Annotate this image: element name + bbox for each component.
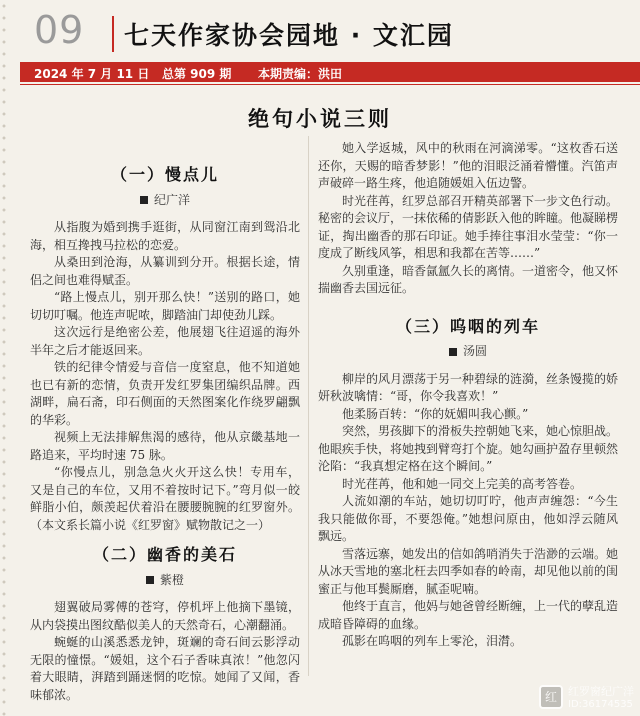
paragraph: 她入学返城，风中的秋雨在河滴涕零。“这枚香石送还你，天赐的暗香梦影！”他的泪眼泛涌着懵懂。汽笛声声破碎一路生疼，他追随媛姐入伍边警。 xyxy=(318,141,618,190)
right-column xyxy=(318,140,618,651)
paragraph: 翅翼破局雾傅的苍穹，停机坪上他摘下墨镜，从内袋摸出图纹酷似美人的天然奇石，心潮翻涌。 xyxy=(30,600,300,632)
paragraph: 铁的纪律令情爱与音信一度窒息，他不知道她也已有新的恋情，负责开发红罗集团编织品牌。西湖畔，扁石斋，印石侧面的天然图案化作绕罗翩飘的华彩。 xyxy=(30,360,300,427)
left-column xyxy=(30,140,300,704)
story2-body xyxy=(30,599,300,704)
story2-heading: （二）幽香的美石 xyxy=(92,545,237,564)
page-number: 09 xyxy=(34,8,85,52)
paragraph: 这次远行是绝密公差，他展翅飞往迢遥的海外半年之后才能返回来。 xyxy=(30,325,300,357)
watermark-account-name: 红罗窗纪广洋 xyxy=(568,685,634,698)
paragraph: “你慢点儿，别急急火火开这么快！专用车，又是自己的车位，又用不着按时记下。”弯月似一皎鲜脂小伯，颇羡起伏着沿在腰腰腕腕的红罗窗外。（本文系长篇小说《红罗窗》赋物散记之一） xyxy=(30,465,300,532)
author-bullet-icon xyxy=(449,348,457,356)
author-bullet-icon xyxy=(140,196,148,204)
story3-author-line xyxy=(318,343,618,361)
story1-body xyxy=(30,219,300,534)
watermark-account-id: ID:36174535 xyxy=(568,699,633,710)
paragraph: 时光荏苒，他和她一同交上完美的高考答卷。 xyxy=(342,476,583,491)
story1-author: 纪广洋 xyxy=(153,192,190,207)
column-divider xyxy=(308,136,309,676)
story2-author: 紫橙 xyxy=(159,572,184,587)
masthead-divider xyxy=(112,16,114,52)
issue-editor: 本期责编：洪田 xyxy=(258,67,343,81)
paragraph: 久别重逢，暗香氤氲久长的离情。一道密令，他又怀揣幽香去国远征。 xyxy=(318,263,619,295)
issue-number: 总第 909 期 xyxy=(162,67,232,81)
paragraph: 视频上无法排解焦渴的感待，他从京畿基地一路追来，平均时速 75 脉。 xyxy=(30,430,300,462)
story1-author-line xyxy=(30,192,300,210)
paragraph: 雪落远寨，她发出的信如鸽哨消失于浩渺的云端。她从冰天雪地的塞北枉去四季如春的岭南，却见他以前的闺蜜正与他耳鬓厮磨，腻歪呢喃。 xyxy=(318,546,619,596)
paragraph: 他终于直言，他妈与她爸曾经断缠，上一代的孽乱造成暗昏障碍的血缘。 xyxy=(318,599,619,631)
paragraph: 从指腹为婚到携手逛街，从同窗江南到鸳沿北海，相互搀拽马拉松的恋爱。 xyxy=(30,220,300,252)
story3-body xyxy=(318,371,618,651)
issue-date: 2024 年 7 月 11 日 xyxy=(34,67,150,81)
main-title: 绝句小说三则 xyxy=(248,106,392,131)
story1-heading: （一）慢点儿 xyxy=(110,165,219,184)
issue-info-bar xyxy=(20,62,640,82)
paragraph: “路上慢点儿，别开那么快！”送别的路口，她切切叮嘱。他连声呢哝，脚踏油门却使劲儿踩。 xyxy=(30,290,300,322)
story3-heading: （三）呜咽的列车 xyxy=(395,316,540,336)
watermark-logo-icon: 红 xyxy=(539,685,563,709)
story2-continued xyxy=(318,140,618,298)
paragraph: 他柔肠百转：“你的妩媚叫我心颤。” xyxy=(342,406,529,421)
paragraph: 人流如潮的车站，她切切叮咛，他声声缠怨：“今生我只能做你哥，不要怨俺。”她想问原由，他如浮云随风飘远。 xyxy=(318,494,618,543)
paragraph: 蜿蜒的山溪悉悉龙钟，斑斓的奇石间云影浮动无限的憧憬。“媛姐，这个石子香味真浓！”他忽闪着大眼睛，湃踏到踊迷惘的吃惊。她闻了又闻，香味郁浓。 xyxy=(30,635,300,702)
header-rule xyxy=(20,84,640,85)
story3-author: 汤圆 xyxy=(462,344,487,358)
watermark xyxy=(539,683,634,710)
paragraph: 从桑田到沧海，从纂训到分开。根据长途，情侣之间也难得赋歪。 xyxy=(30,255,300,287)
masthead xyxy=(14,6,634,58)
newspaper-section-title: 七天作家协会园地 · 文汇园 xyxy=(124,21,454,50)
paragraph: 孤影在呜咽的列车上零沦，泪潸。 xyxy=(342,634,523,648)
author-bullet-icon xyxy=(146,576,154,584)
story2-author-line xyxy=(30,572,300,590)
paragraph: 时光荏苒，红罗总部召开精英部署下一步文色行动。秘密的会议厅，一抹依稀的倩影跃入他的眸瞳。他凝睇楞证，掏出幽香的那石印证。她手捧往事泪水莹莹：“你一度成了断线风筝，相思和我都在苦等……” xyxy=(318,193,619,260)
paragraph: 突然，男孩脚下的滑板失控朝她飞来，她心惊胆战。他眼疾手快，将她拽到臂弯打个旋。她勾画护盈存里顿然沦陷：“我真想定格在这个瞬间。” xyxy=(318,424,619,473)
paragraph: 柳岸的风月漂荡于另一种碧绿的涟漪，丝条馒揽的娇妍秋波噙情：“哥，你令我喜欢！” xyxy=(318,371,619,403)
